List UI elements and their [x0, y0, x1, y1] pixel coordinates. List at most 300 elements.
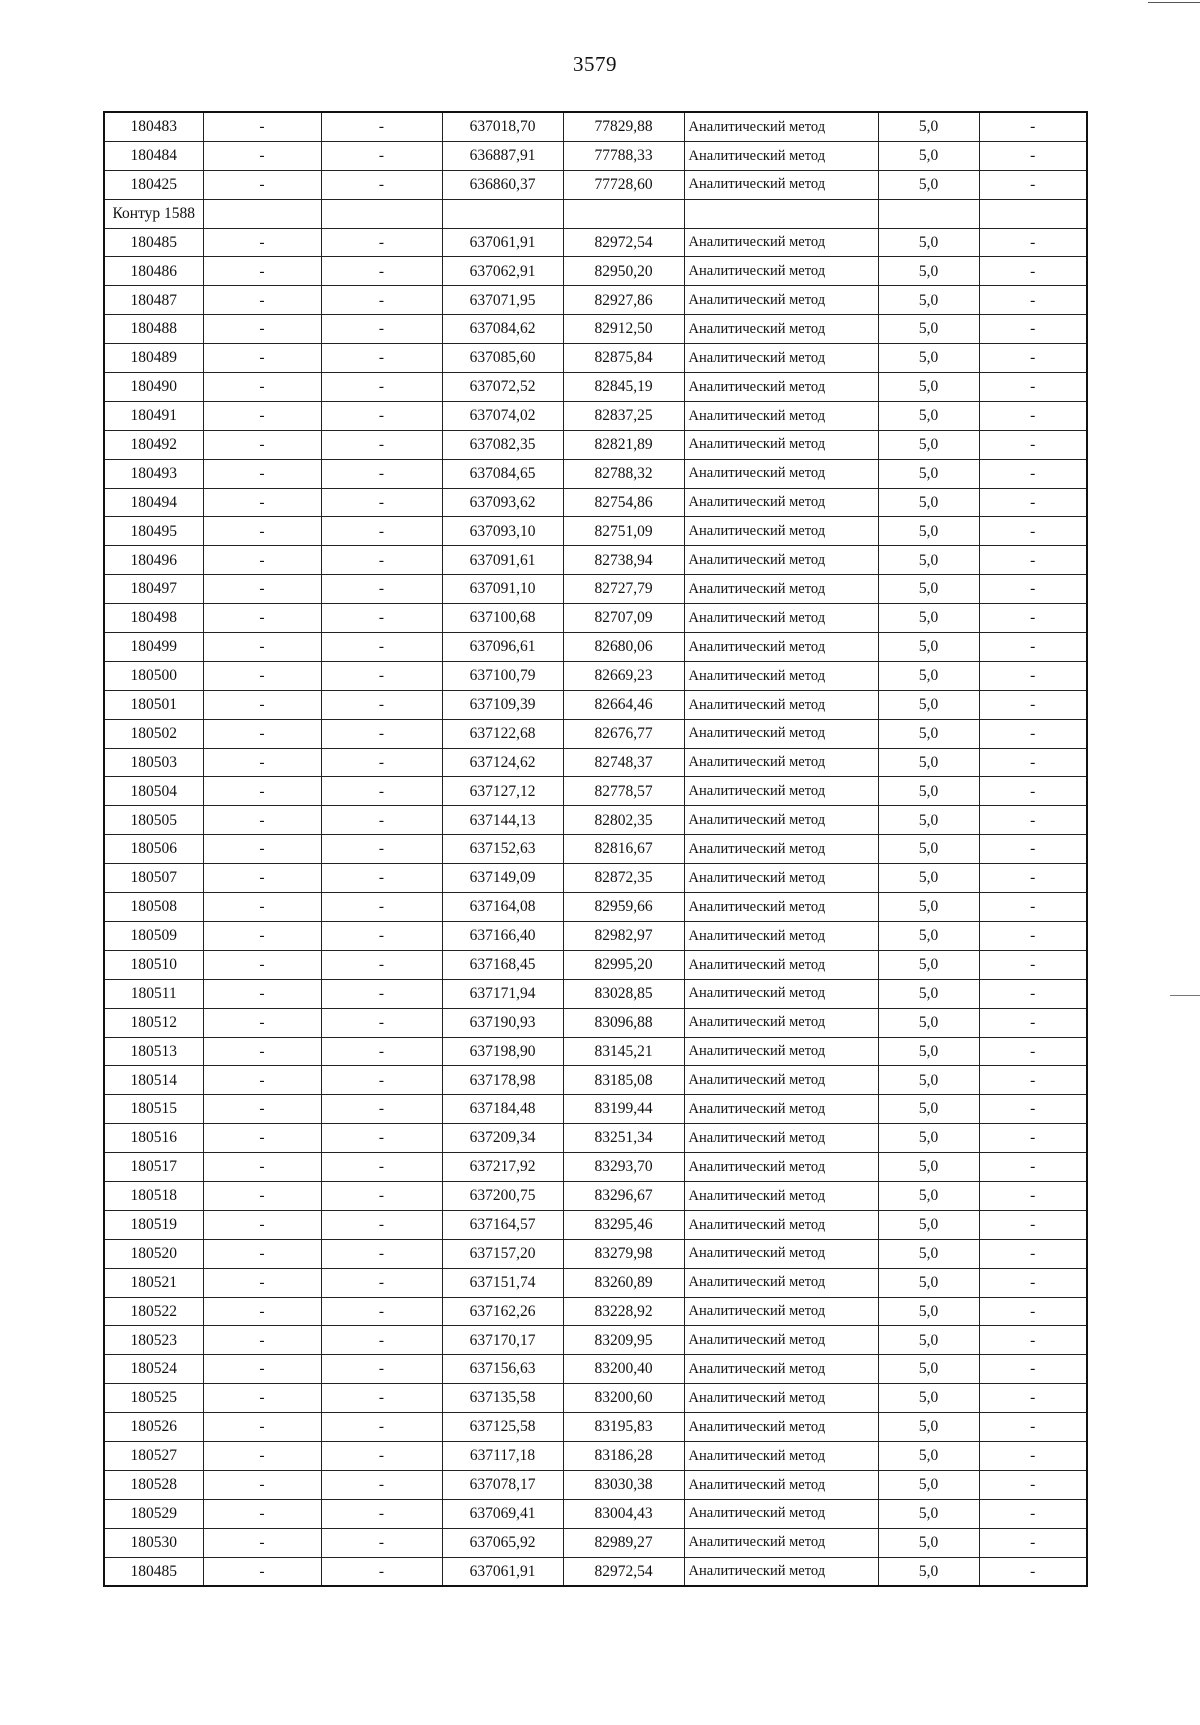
method-cell: Аналитический метод — [684, 1239, 878, 1268]
accuracy-cell: 5,0 — [878, 1355, 979, 1384]
method-cell: Аналитический метод — [684, 1441, 878, 1470]
x-coordinate-cell: 637127,12 — [442, 777, 563, 806]
y-coordinate-cell: 83200,60 — [563, 1384, 684, 1413]
x-coordinate-cell: 636887,91 — [442, 141, 563, 170]
dash-cell: - — [979, 459, 1087, 488]
page-number: 3579 — [573, 52, 617, 76]
dash-cell: - — [203, 141, 321, 170]
dash-cell: - — [979, 430, 1087, 459]
dash-cell: - — [203, 1470, 321, 1499]
x-coordinate-cell: 637171,94 — [442, 979, 563, 1008]
x-coordinate-cell: 637164,08 — [442, 893, 563, 922]
x-coordinate-cell: 637164,57 — [442, 1210, 563, 1239]
scan-margin-mark — [1170, 995, 1200, 996]
dash-cell: - — [321, 575, 442, 604]
y-coordinate-cell: 83293,70 — [563, 1153, 684, 1182]
dash-cell: - — [321, 546, 442, 575]
method-cell: Аналитический метод — [684, 661, 878, 690]
dash-cell: - — [203, 1441, 321, 1470]
y-coordinate-cell: 82664,46 — [563, 690, 684, 719]
point-number-cell: 180483 — [104, 112, 203, 141]
dash-cell: - — [321, 1297, 442, 1326]
dash-cell: - — [321, 806, 442, 835]
x-coordinate-cell: 637125,58 — [442, 1413, 563, 1442]
point-number-cell: 180488 — [104, 315, 203, 344]
dash-cell: - — [979, 777, 1087, 806]
empty-cell — [878, 199, 979, 228]
point-number-cell: 180497 — [104, 575, 203, 604]
dash-cell: - — [203, 1095, 321, 1124]
table-row — [104, 1124, 1087, 1153]
dash-cell: - — [979, 719, 1087, 748]
y-coordinate-cell: 83199,44 — [563, 1095, 684, 1124]
accuracy-cell: 5,0 — [878, 257, 979, 286]
point-number-cell: 180489 — [104, 344, 203, 373]
dash-cell: - — [979, 1326, 1087, 1355]
point-number-cell: 180500 — [104, 661, 203, 690]
dash-cell: - — [979, 1037, 1087, 1066]
dash-cell: - — [321, 1470, 442, 1499]
dash-cell: - — [321, 1528, 442, 1557]
dash-cell: - — [203, 1181, 321, 1210]
method-cell: Аналитический метод — [684, 1355, 878, 1384]
dash-cell: - — [321, 1326, 442, 1355]
dash-cell: - — [203, 1297, 321, 1326]
y-coordinate-cell: 82748,37 — [563, 748, 684, 777]
accuracy-cell: 5,0 — [878, 661, 979, 690]
accuracy-cell: 5,0 — [878, 1499, 979, 1528]
method-cell: Аналитический метод — [684, 835, 878, 864]
dash-cell: - — [979, 575, 1087, 604]
dash-cell: - — [979, 748, 1087, 777]
x-coordinate-cell: 637109,39 — [442, 690, 563, 719]
point-number-cell: 180522 — [104, 1297, 203, 1326]
accuracy-cell: 5,0 — [878, 1210, 979, 1239]
accuracy-cell: 5,0 — [878, 575, 979, 604]
accuracy-cell: 5,0 — [878, 373, 979, 402]
dash-cell: - — [203, 1528, 321, 1557]
accuracy-cell: 5,0 — [878, 112, 979, 141]
point-number-cell: 180505 — [104, 806, 203, 835]
method-cell: Аналитический метод — [684, 1528, 878, 1557]
dash-cell: - — [321, 1557, 442, 1586]
dash-cell: - — [203, 1210, 321, 1239]
table-row — [104, 1528, 1087, 1557]
accuracy-cell: 5,0 — [878, 864, 979, 893]
table-row — [104, 1066, 1087, 1095]
accuracy-cell: 5,0 — [878, 1124, 979, 1153]
dash-cell: - — [321, 1355, 442, 1384]
table-row — [104, 1297, 1087, 1326]
table-row — [104, 488, 1087, 517]
method-cell: Аналитический метод — [684, 1066, 878, 1095]
y-coordinate-cell: 83028,85 — [563, 979, 684, 1008]
accuracy-cell: 5,0 — [878, 690, 979, 719]
scan-edge-line — [1148, 2, 1200, 3]
dash-cell: - — [321, 1008, 442, 1037]
table-row — [104, 604, 1087, 633]
method-cell: Аналитический метод — [684, 806, 878, 835]
table-row — [104, 1008, 1087, 1037]
dash-cell: - — [203, 459, 321, 488]
dash-cell: - — [321, 604, 442, 633]
table-row — [104, 1153, 1087, 1182]
point-number-cell: 180528 — [104, 1470, 203, 1499]
table-row — [104, 517, 1087, 546]
method-cell: Аналитический метод — [684, 112, 878, 141]
table-row — [104, 459, 1087, 488]
accuracy-cell: 5,0 — [878, 141, 979, 170]
x-coordinate-cell: 637085,60 — [442, 344, 563, 373]
point-number-cell: 180490 — [104, 373, 203, 402]
dash-cell: - — [979, 1528, 1087, 1557]
table-row — [104, 1326, 1087, 1355]
dash-cell: - — [979, 228, 1087, 257]
point-number-cell: 180524 — [104, 1355, 203, 1384]
x-coordinate-cell: 637078,17 — [442, 1470, 563, 1499]
point-number-cell: 180519 — [104, 1210, 203, 1239]
method-cell: Аналитический метод — [684, 1095, 878, 1124]
dash-cell: - — [979, 1066, 1087, 1095]
y-coordinate-cell: 82995,20 — [563, 950, 684, 979]
method-cell: Аналитический метод — [684, 633, 878, 662]
dash-cell: - — [203, 228, 321, 257]
dash-cell: - — [979, 1124, 1087, 1153]
method-cell: Аналитический метод — [684, 459, 878, 488]
table-row — [104, 1239, 1087, 1268]
dash-cell: - — [321, 921, 442, 950]
table-row — [104, 1037, 1087, 1066]
method-cell: Аналитический метод — [684, 1297, 878, 1326]
x-coordinate-cell: 637178,98 — [442, 1066, 563, 1095]
dash-cell: - — [321, 112, 442, 141]
x-coordinate-cell: 637069,41 — [442, 1499, 563, 1528]
table-row — [104, 979, 1087, 1008]
dash-cell: - — [321, 459, 442, 488]
table-row — [104, 286, 1087, 315]
dash-cell: - — [203, 1326, 321, 1355]
point-number-cell: 180509 — [104, 921, 203, 950]
dash-cell: - — [979, 1008, 1087, 1037]
dash-cell: - — [979, 1239, 1087, 1268]
table-row — [104, 575, 1087, 604]
method-cell: Аналитический метод — [684, 575, 878, 604]
dash-cell: - — [203, 604, 321, 633]
dash-cell: - — [979, 1499, 1087, 1528]
dash-cell: - — [203, 835, 321, 864]
method-cell: Аналитический метод — [684, 1124, 878, 1153]
point-number-cell: 180514 — [104, 1066, 203, 1095]
y-coordinate-cell: 82802,35 — [563, 806, 684, 835]
method-cell: Аналитический метод — [684, 921, 878, 950]
accuracy-cell: 5,0 — [878, 950, 979, 979]
point-number-cell: 180498 — [104, 604, 203, 633]
point-number-cell: 180501 — [104, 690, 203, 719]
dash-cell: - — [203, 806, 321, 835]
dash-cell: - — [979, 488, 1087, 517]
x-coordinate-cell: 637071,95 — [442, 286, 563, 315]
accuracy-cell: 5,0 — [878, 921, 979, 950]
dash-cell: - — [979, 141, 1087, 170]
accuracy-cell: 5,0 — [878, 1008, 979, 1037]
dash-cell: - — [203, 112, 321, 141]
dash-cell: - — [203, 315, 321, 344]
table-row — [104, 1557, 1087, 1586]
table-row — [104, 1413, 1087, 1442]
point-number-cell: 180485 — [104, 228, 203, 257]
x-coordinate-cell: 637190,93 — [442, 1008, 563, 1037]
table-row — [104, 401, 1087, 430]
dash-cell: - — [979, 1210, 1087, 1239]
x-coordinate-cell: 637091,61 — [442, 546, 563, 575]
accuracy-cell: 5,0 — [878, 777, 979, 806]
dash-cell: - — [203, 546, 321, 575]
accuracy-cell: 5,0 — [878, 1441, 979, 1470]
point-number-cell: 180496 — [104, 546, 203, 575]
table-row — [104, 864, 1087, 893]
point-number-cell: 180517 — [104, 1153, 203, 1182]
table-row — [104, 806, 1087, 835]
coordinates-table — [103, 111, 1088, 1587]
point-number-cell: 180506 — [104, 835, 203, 864]
method-cell: Аналитический метод — [684, 864, 878, 893]
x-coordinate-cell: 637061,91 — [442, 228, 563, 257]
dash-cell: - — [979, 835, 1087, 864]
table-row — [104, 633, 1087, 662]
point-number-cell: 180525 — [104, 1384, 203, 1413]
point-number-cell: 180484 — [104, 141, 203, 170]
accuracy-cell: 5,0 — [878, 1095, 979, 1124]
dash-cell: - — [321, 1413, 442, 1442]
y-coordinate-cell: 83030,38 — [563, 1470, 684, 1499]
dash-cell: - — [321, 893, 442, 922]
table-row — [104, 344, 1087, 373]
y-coordinate-cell: 82669,23 — [563, 661, 684, 690]
x-coordinate-cell: 637200,75 — [442, 1181, 563, 1210]
point-number-cell: 180487 — [104, 286, 203, 315]
y-coordinate-cell: 82680,06 — [563, 633, 684, 662]
table-row — [104, 661, 1087, 690]
dash-cell: - — [321, 1210, 442, 1239]
dash-cell: - — [321, 228, 442, 257]
point-number-cell: 180526 — [104, 1413, 203, 1442]
point-number-cell: 180492 — [104, 430, 203, 459]
y-coordinate-cell: 82982,97 — [563, 921, 684, 950]
x-coordinate-cell: 637072,52 — [442, 373, 563, 402]
method-cell: Аналитический метод — [684, 1037, 878, 1066]
dash-cell: - — [203, 344, 321, 373]
dash-cell: - — [321, 430, 442, 459]
point-number-cell: 180529 — [104, 1499, 203, 1528]
x-coordinate-cell: 637122,68 — [442, 719, 563, 748]
table-row — [104, 1355, 1087, 1384]
table-row — [104, 690, 1087, 719]
y-coordinate-cell: 83145,21 — [563, 1037, 684, 1066]
x-coordinate-cell: 637170,17 — [442, 1326, 563, 1355]
dash-cell: - — [979, 893, 1087, 922]
dash-cell: - — [321, 141, 442, 170]
y-coordinate-cell: 83228,92 — [563, 1297, 684, 1326]
dash-cell: - — [979, 950, 1087, 979]
y-coordinate-cell: 82738,94 — [563, 546, 684, 575]
y-coordinate-cell: 82751,09 — [563, 517, 684, 546]
dash-cell: - — [979, 1413, 1087, 1442]
point-number-cell: 180493 — [104, 459, 203, 488]
method-cell: Аналитический метод — [684, 1384, 878, 1413]
dash-cell: - — [321, 690, 442, 719]
dash-cell: - — [321, 1499, 442, 1528]
y-coordinate-cell: 82989,27 — [563, 1528, 684, 1557]
x-coordinate-cell: 637084,65 — [442, 459, 563, 488]
point-number-cell: 180518 — [104, 1181, 203, 1210]
table-row — [104, 228, 1087, 257]
table-row — [104, 1095, 1087, 1124]
method-cell: Аналитический метод — [684, 344, 878, 373]
method-cell: Аналитический метод — [684, 1210, 878, 1239]
dash-cell: - — [321, 719, 442, 748]
empty-cell — [563, 199, 684, 228]
dash-cell: - — [321, 1441, 442, 1470]
accuracy-cell: 5,0 — [878, 1297, 979, 1326]
dash-cell: - — [203, 401, 321, 430]
dash-cell: - — [979, 1181, 1087, 1210]
y-coordinate-cell: 83004,43 — [563, 1499, 684, 1528]
y-coordinate-cell: 83295,46 — [563, 1210, 684, 1239]
y-coordinate-cell: 83200,40 — [563, 1355, 684, 1384]
table-row — [104, 1470, 1087, 1499]
y-coordinate-cell: 82927,86 — [563, 286, 684, 315]
y-coordinate-cell: 77728,60 — [563, 170, 684, 199]
table-row — [104, 315, 1087, 344]
point-number-cell: 180508 — [104, 893, 203, 922]
dash-cell: - — [321, 633, 442, 662]
x-coordinate-cell: 637091,10 — [442, 575, 563, 604]
y-coordinate-cell: 83296,67 — [563, 1181, 684, 1210]
dash-cell: - — [203, 893, 321, 922]
dash-cell: - — [321, 864, 442, 893]
dash-cell: - — [321, 373, 442, 402]
x-coordinate-cell: 637124,62 — [442, 748, 563, 777]
x-coordinate-cell: 637093,62 — [442, 488, 563, 517]
method-cell: Аналитический метод — [684, 979, 878, 1008]
dash-cell: - — [321, 950, 442, 979]
y-coordinate-cell: 82727,79 — [563, 575, 684, 604]
y-coordinate-cell: 82816,67 — [563, 835, 684, 864]
dash-cell: - — [203, 170, 321, 199]
point-number-cell: 180503 — [104, 748, 203, 777]
empty-cell — [979, 199, 1087, 228]
point-number-cell: 180507 — [104, 864, 203, 893]
point-number-cell: 180520 — [104, 1239, 203, 1268]
contour-header-row — [104, 199, 1087, 228]
dash-cell: - — [203, 1153, 321, 1182]
contour-label: Контур 1588 — [104, 199, 203, 228]
method-cell: Аналитический метод — [684, 1557, 878, 1586]
x-coordinate-cell: 637184,48 — [442, 1095, 563, 1124]
dash-cell: - — [203, 517, 321, 546]
dash-cell: - — [979, 257, 1087, 286]
y-coordinate-cell: 82875,84 — [563, 344, 684, 373]
x-coordinate-cell: 637061,91 — [442, 1557, 563, 1586]
dash-cell: - — [979, 690, 1087, 719]
accuracy-cell: 5,0 — [878, 1528, 979, 1557]
method-cell: Аналитический метод — [684, 315, 878, 344]
method-cell: Аналитический метод — [684, 1153, 878, 1182]
dash-cell: - — [203, 373, 321, 402]
y-coordinate-cell: 82959,66 — [563, 893, 684, 922]
dash-cell: - — [203, 690, 321, 719]
x-coordinate-cell: 637168,45 — [442, 950, 563, 979]
dash-cell: - — [979, 286, 1087, 315]
accuracy-cell: 5,0 — [878, 459, 979, 488]
table-row — [104, 373, 1087, 402]
accuracy-cell: 5,0 — [878, 344, 979, 373]
dash-cell: - — [979, 1095, 1087, 1124]
dash-cell: - — [979, 661, 1087, 690]
dash-cell: - — [979, 1384, 1087, 1413]
y-coordinate-cell: 82707,09 — [563, 604, 684, 633]
x-coordinate-cell: 637162,26 — [442, 1297, 563, 1326]
dash-cell: - — [203, 1037, 321, 1066]
dash-cell: - — [979, 546, 1087, 575]
dash-cell: - — [321, 777, 442, 806]
dash-cell: - — [321, 748, 442, 777]
table-row — [104, 1499, 1087, 1528]
dash-cell: - — [321, 257, 442, 286]
point-number-cell: 180530 — [104, 1528, 203, 1557]
x-coordinate-cell: 637082,35 — [442, 430, 563, 459]
x-coordinate-cell: 637100,79 — [442, 661, 563, 690]
x-coordinate-cell: 637018,70 — [442, 112, 563, 141]
empty-cell — [203, 199, 321, 228]
accuracy-cell: 5,0 — [878, 315, 979, 344]
method-cell: Аналитический метод — [684, 893, 878, 922]
dash-cell: - — [321, 1384, 442, 1413]
dash-cell: - — [203, 633, 321, 662]
accuracy-cell: 5,0 — [878, 228, 979, 257]
x-coordinate-cell: 637144,13 — [442, 806, 563, 835]
method-cell: Аналитический метод — [684, 1268, 878, 1297]
dash-cell: - — [979, 1297, 1087, 1326]
x-coordinate-cell: 637096,61 — [442, 633, 563, 662]
point-number-cell: 180516 — [104, 1124, 203, 1153]
accuracy-cell: 5,0 — [878, 1066, 979, 1095]
table-row — [104, 257, 1087, 286]
x-coordinate-cell: 637065,92 — [442, 1528, 563, 1557]
dash-cell: - — [979, 1355, 1087, 1384]
y-coordinate-cell: 83195,83 — [563, 1413, 684, 1442]
dash-cell: - — [203, 748, 321, 777]
x-coordinate-cell: 637157,20 — [442, 1239, 563, 1268]
point-number-cell: 180495 — [104, 517, 203, 546]
method-cell: Аналитический метод — [684, 286, 878, 315]
x-coordinate-cell: 637135,58 — [442, 1384, 563, 1413]
x-coordinate-cell: 637152,63 — [442, 835, 563, 864]
accuracy-cell: 5,0 — [878, 806, 979, 835]
dash-cell: - — [203, 1066, 321, 1095]
table-row — [104, 748, 1087, 777]
dash-cell: - — [321, 170, 442, 199]
y-coordinate-cell: 82872,35 — [563, 864, 684, 893]
y-coordinate-cell: 83279,98 — [563, 1239, 684, 1268]
empty-cell — [321, 199, 442, 228]
dash-cell: - — [321, 344, 442, 373]
accuracy-cell: 5,0 — [878, 286, 979, 315]
y-coordinate-cell: 83251,34 — [563, 1124, 684, 1153]
point-number-cell: 180504 — [104, 777, 203, 806]
accuracy-cell: 5,0 — [878, 488, 979, 517]
y-coordinate-cell: 83260,89 — [563, 1268, 684, 1297]
